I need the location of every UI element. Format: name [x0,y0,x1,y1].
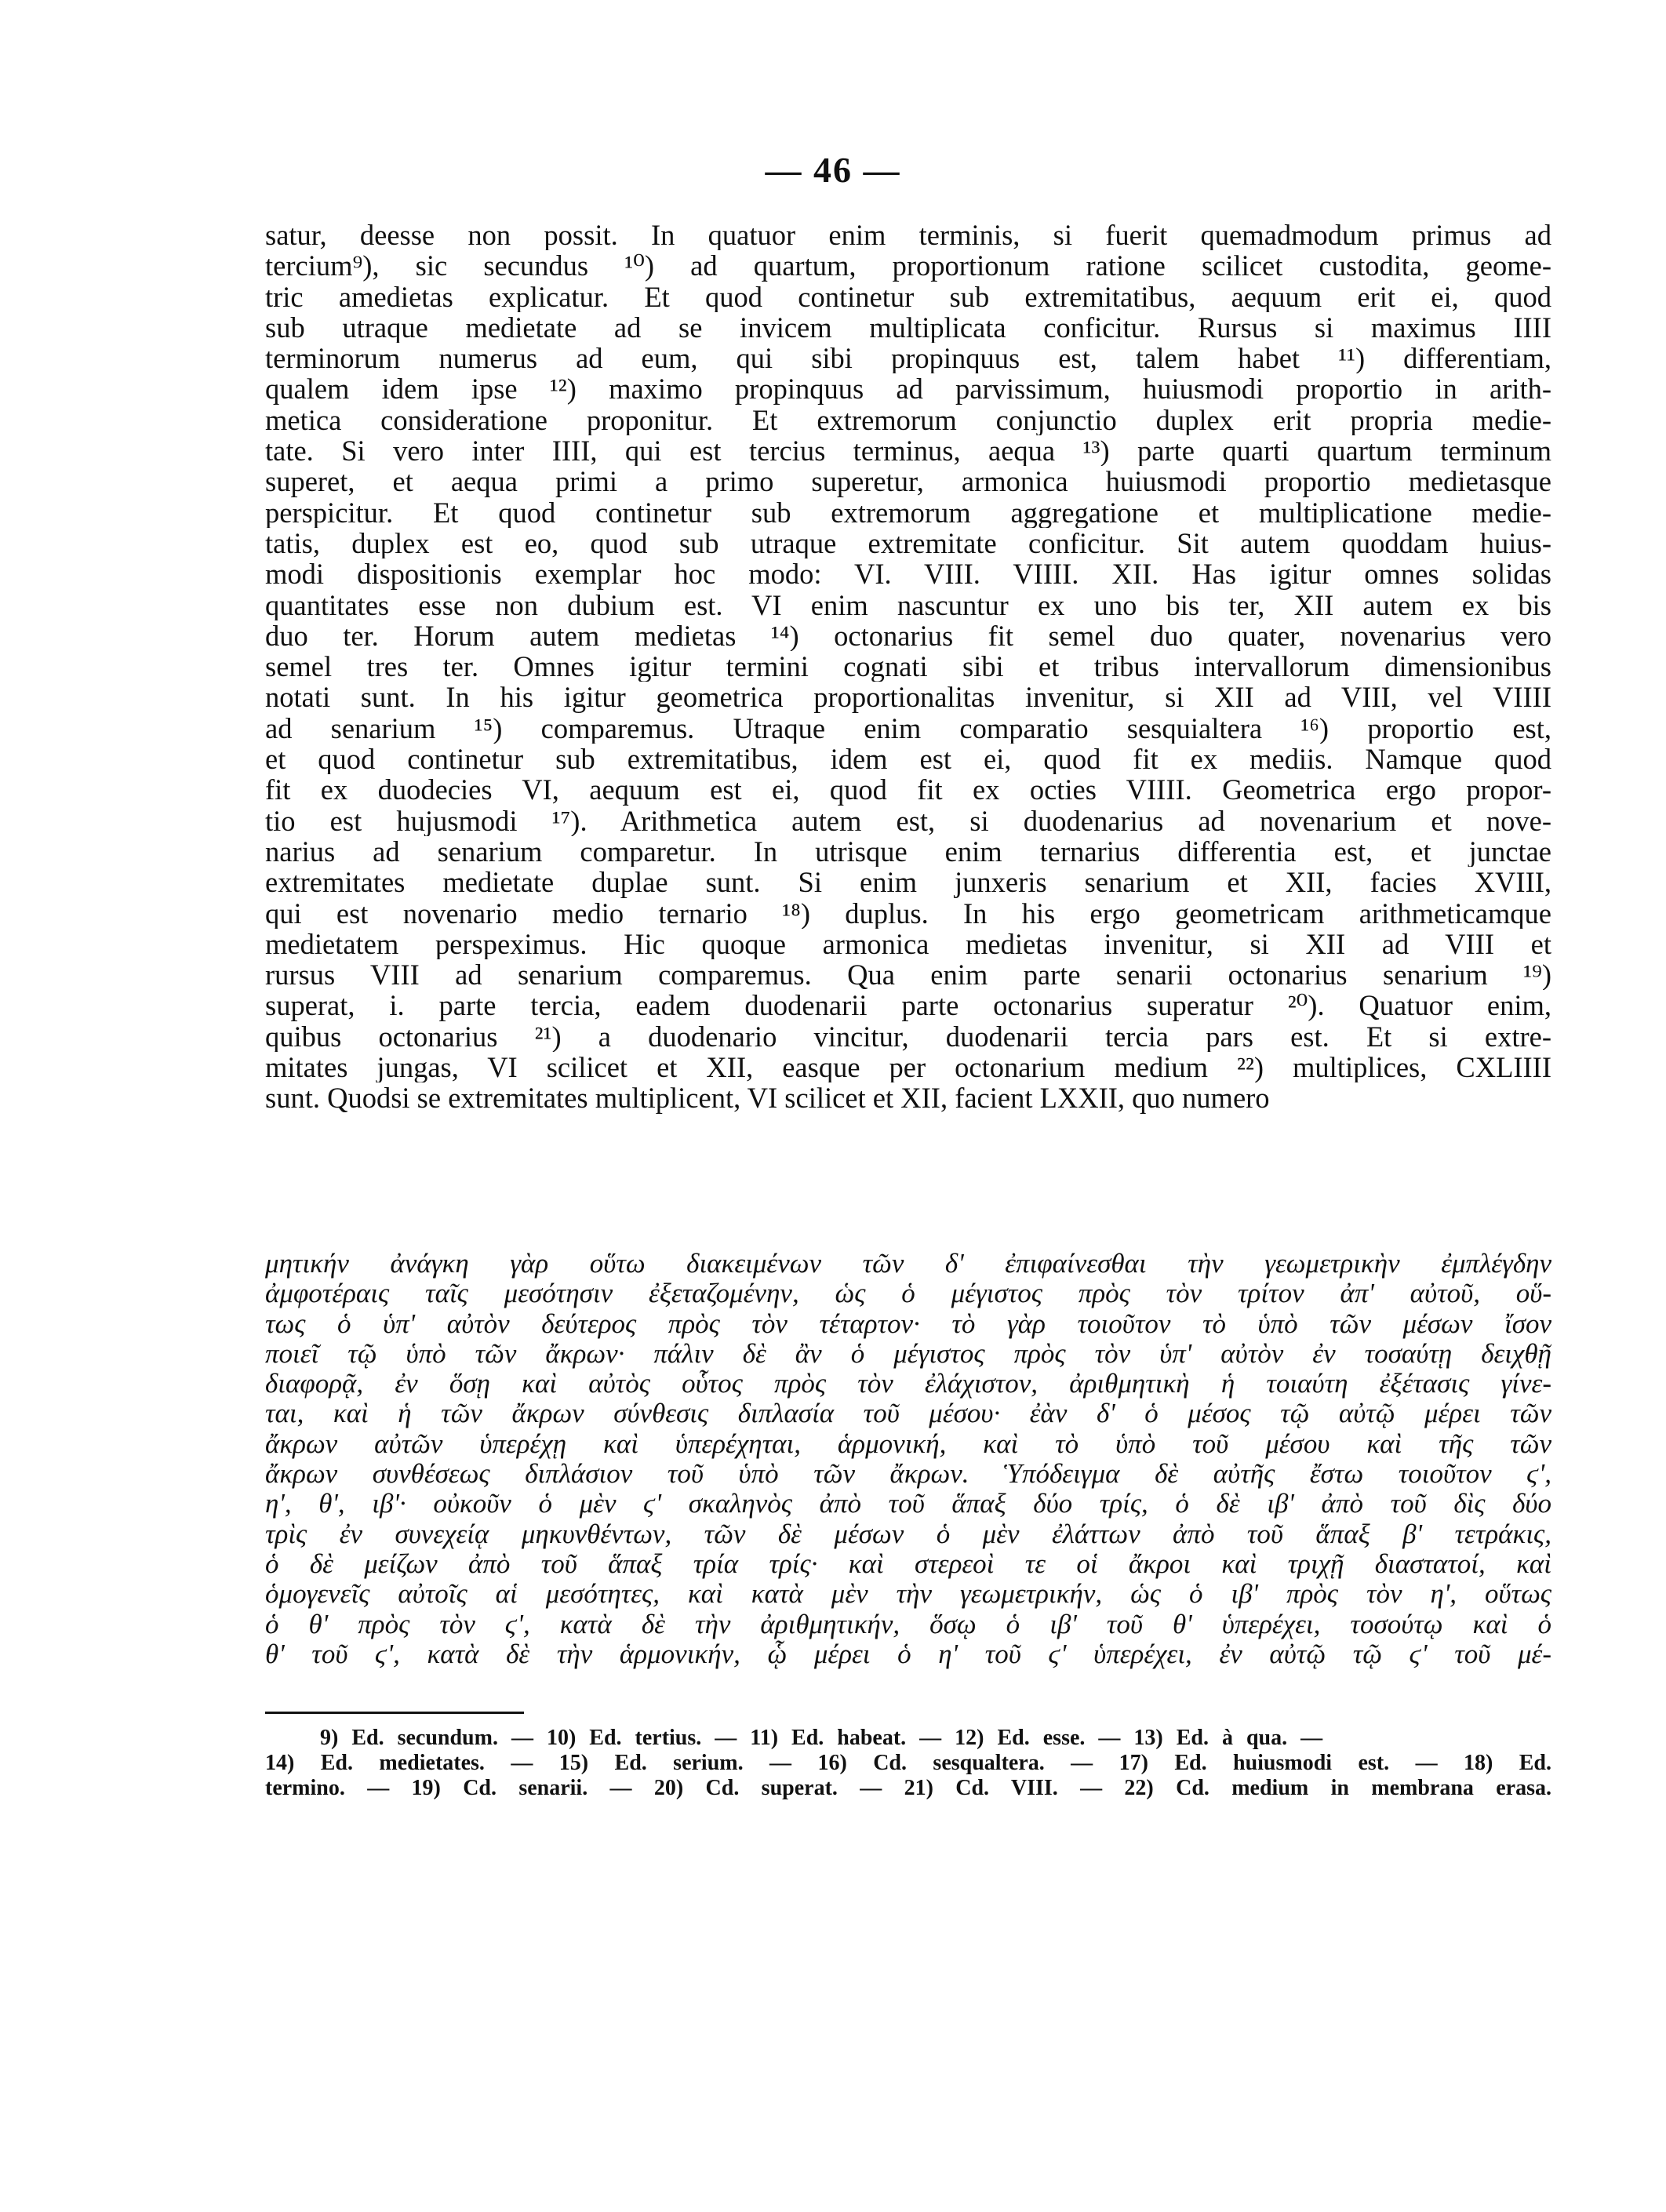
latin-text-block [265,220,1551,1114]
greek-line: ὁμογενεῖς αὐτοῖς αἱ μεσότητες, καὶ κατὰ μὲν τὴν γεωμετρικήν, ὡς ὁ ιβ' πρὸς τὸν η', οὕτως [265,1579,1551,1610]
latin-line: extremitates medietate duplae sunt. Si enim junxeris senarium et XII, facies XVIII, [265,867,1551,898]
latin-line: rursus VIII ad senarium comparemus. Qua enim parte senarii octonarius senarium ¹⁹) [265,959,1551,991]
latin-line: tercium⁹), sic secundus ¹⁰) ad quartum, proportionum ratione scilicet custodita, geome- [265,250,1551,282]
greek-line: διαφορᾷ, ἐν ὅσῃ καὶ αὐτὸς οὗτος πρὸς τὸν ἐλάχιστον, ἀριθμητικὴ ἡ τοιαύτη ἐξέτασις γίνε- [265,1369,1551,1399]
greek-line: μητικήν ἀνάγκη γὰρ οὕτω διακειμένων τῶν δ' ἐπιφαίνεσθαι τὴν γεωμετρικὴν ἐμπλέγδην [265,1249,1551,1279]
latin-line: duo ter. Horum autem medietas ¹⁴) octonarius fit semel duo quater, novenarius vero [265,620,1551,652]
footnote-line: termino. — 19) Cd. senarii. — 20) Cd. superat. — 21) Cd. VIII. — 22) Cd. medium in membrana erasa. [265,1776,1551,1800]
latin-line: satur, deesse non possit. In quatuor enim terminis, si fuerit quemadmodum primus ad [265,220,1551,251]
latin-line: tio est hujusmodi ¹⁷). Arithmetica autem est, si duodenarius ad novenarium et nove- [265,805,1551,836]
greek-line: τρὶς ἐν συνεχείᾳ μηκυνθέντων, τῶν δὲ μέσων ὁ μὲν ἐλάττων ἀπὸ τοῦ ἅπαξ β' τετράκις, [265,1519,1551,1549]
footnote-divider [265,1712,524,1714]
latin-line: perspicitur. Et quod continetur sub extremorum aggregatione et multiplicatione medie- [265,497,1551,528]
latin-line: et quod continetur sub extremitatibus, idem est ei, quod fit ex mediis. Namque quod [265,744,1551,775]
latin-line: semel tres ter. Omnes igitur termini cognati sibi et tribus intervallorum dimensionibus [265,651,1551,682]
latin-line: superet, et aequa primi a primo superetur, armonica huiusmodi proportio medietasque [265,466,1551,497]
latin-line: metica consideratione proponitur. Et extremorum conjunctio duplex erit propria medie- [265,404,1551,436]
latin-line: fit ex duodecies VI, aequum est ei, quod fit ex octies VIIII. Geometrica ergo propor- [265,774,1551,806]
latin-line: qui est novenario medio ternario ¹⁸) duplus. In his ergo geometricam arithmeticamque [265,897,1551,929]
latin-line: narius ad senarium comparetur. In utrisque enim ternarius differentia est, et junctae [265,835,1551,868]
latin-line: sunt. Quodsi se extremitates multiplicent, VI scilicet et XII, facient LXXII, quo numero [265,1082,1270,1114]
latin-line: tric amedietas explicatur. Et quod continetur sub extremitatibus, aequum erit ei, quod [265,281,1551,312]
footnotes-block [265,1726,1551,1801]
latin-line: quantitates esse non dubium est. VI enim nascuntur ex uno bis ter, XII autem ex bis [265,589,1551,620]
greek-line: θ' τοῦ ϛ', κατὰ δὲ τὴν ἁρμονικήν, ᾧ μέρει ὁ η' τοῦ ϛ' ὑπερέχει, ἐν αὐτῷ τῷ ϛ' τοῦ μέ- [265,1639,1551,1669]
latin-line: medietatem perspeximus. Hic quoque armonica medietas invenitur, si XII ad VIII et [265,928,1551,960]
latin-line: tatis, duplex est eo, quod sub utraque extremitate conficitur. Sit autem quoddam huius- [265,527,1551,559]
greek-line: ἄκρων συνθέσεως διπλάσιον τοῦ ὑπὸ τῶν ἄκρων. Ὑπόδειγμα δὲ αὐτῆς ἔστω τοιοῦτον ϛ', [265,1459,1551,1490]
latin-line: qualem idem ipse ¹²) maximo propinquus ad parvissimum, huiusmodi proportio in arith- [265,373,1551,405]
latin-line: terminorum numerus ad eum, qui sibi propinquus est, talem habet ¹¹) differentiam, [265,343,1551,374]
latin-line: quibus octonarius ²¹) a duodenario vincitur, duodenarii tercia pars est. Et si extre- [265,1021,1551,1053]
greek-line: ἀμφοτέραις ταῖς μεσότησιν ἐξεταζομένην, ὡς ὁ μέγιστος πρὸς τὸν τρίτον ἀπ' αὐτοῦ, οὕ- [265,1279,1551,1309]
latin-line: sub utraque medietate ad se invicem multiplicata conficitur. Rursus si maximus IIII [265,311,1551,344]
latin-line: tate. Si vero inter IIII, qui est tercius terminus, aequa ¹³) parte quarti quartum terminum [265,435,1551,467]
latin-line: ad senarium ¹⁵) comparemus. Utraque enim comparatio sesquialtera ¹⁶) proportio est, [265,712,1551,744]
latin-line: superat, i. parte tercia, eadem duodenarii parte octonarius superatur ²⁰). Quatuor enim, [265,990,1551,1021]
greek-line: ἄκρων αὐτῶν ὑπερέχῃ καὶ ὑπερέχηται, ἁρμονική, καὶ τὸ ὑπὸ τοῦ μέσου καὶ τῆς τῶν [265,1428,1551,1459]
footnote-line: 9) Ed. secundum. — 10) Ed. tertius. — 11) Ed. habeat. — 12) Ed. esse. — 13) Ed. à qua. — [320,1726,1323,1750]
latin-line: notati sunt. In his igitur geometrica proportionalitas invenitur, si XII ad VIII, vel VIIII [265,682,1551,713]
greek-line: ὁ θ' πρὸς τὸν ϛ', κατὰ δὲ τὴν ἀριθμητικήν, ὅσῳ ὁ ιβ' τοῦ θ' ὑπερέχει, τοσούτῳ καὶ ὁ [265,1609,1551,1639]
greek-line: ὁ δὲ μείζων ἀπὸ τοῦ ἅπαξ τρία τρίς· καὶ στερεοὶ τε οἱ ἄκροι καὶ τριχῇ διαστατοί, καὶ [265,1548,1551,1579]
page-number: — 46 — [765,150,901,190]
latin-line: modi dispositionis exemplar hoc modo: VI. VIII. VIIII. XII. Has igitur omnes solidas [265,558,1551,590]
greek-line: ται, καὶ ἡ τῶν ἄκρων σύνθεσις διπλασία τοῦ μέσου· ἐὰν δ' ὁ μέσος τῷ αὐτῷ μέρει τῶν [265,1399,1551,1429]
greek-line: ποιεῖ τῷ ὑπὸ τῶν ἄκρων· πάλιν δὲ ἂν ὁ μέγιστος πρὸς τὸν ὑπ' αὐτὸν ἐν τοσαύτῃ δειχθῇ [265,1338,1551,1369]
latin-line: mitates jungas, VI scilicet et XII, easque per octonarium medium ²²) multiplices, CXLIIII [265,1052,1551,1083]
greek-line: τως ὁ ὑπ' αὐτὸν δεύτερος πρὸς τὸν τέταρτον· τὸ γὰρ τοιοῦτον τὸ ὑπὸ τῶν μέσων ἴσον [265,1308,1551,1339]
greek-line: η', θ', ιβ'· οὐκοῦν ὁ μὲν ϛ' σκαληνὸς ἀπὸ τοῦ ἅπαξ δύο τρίς, ὁ δὲ ιβ' ἀπὸ τοῦ δὶς δύο [265,1489,1551,1519]
footnote-line: 14) Ed. medietates. — 15) Ed. serium. — 16) Cd. sesqualtera. — 17) Ed. huiusmodi est. — 18) Ed. [265,1751,1551,1775]
greek-text-block [265,1249,1551,1669]
